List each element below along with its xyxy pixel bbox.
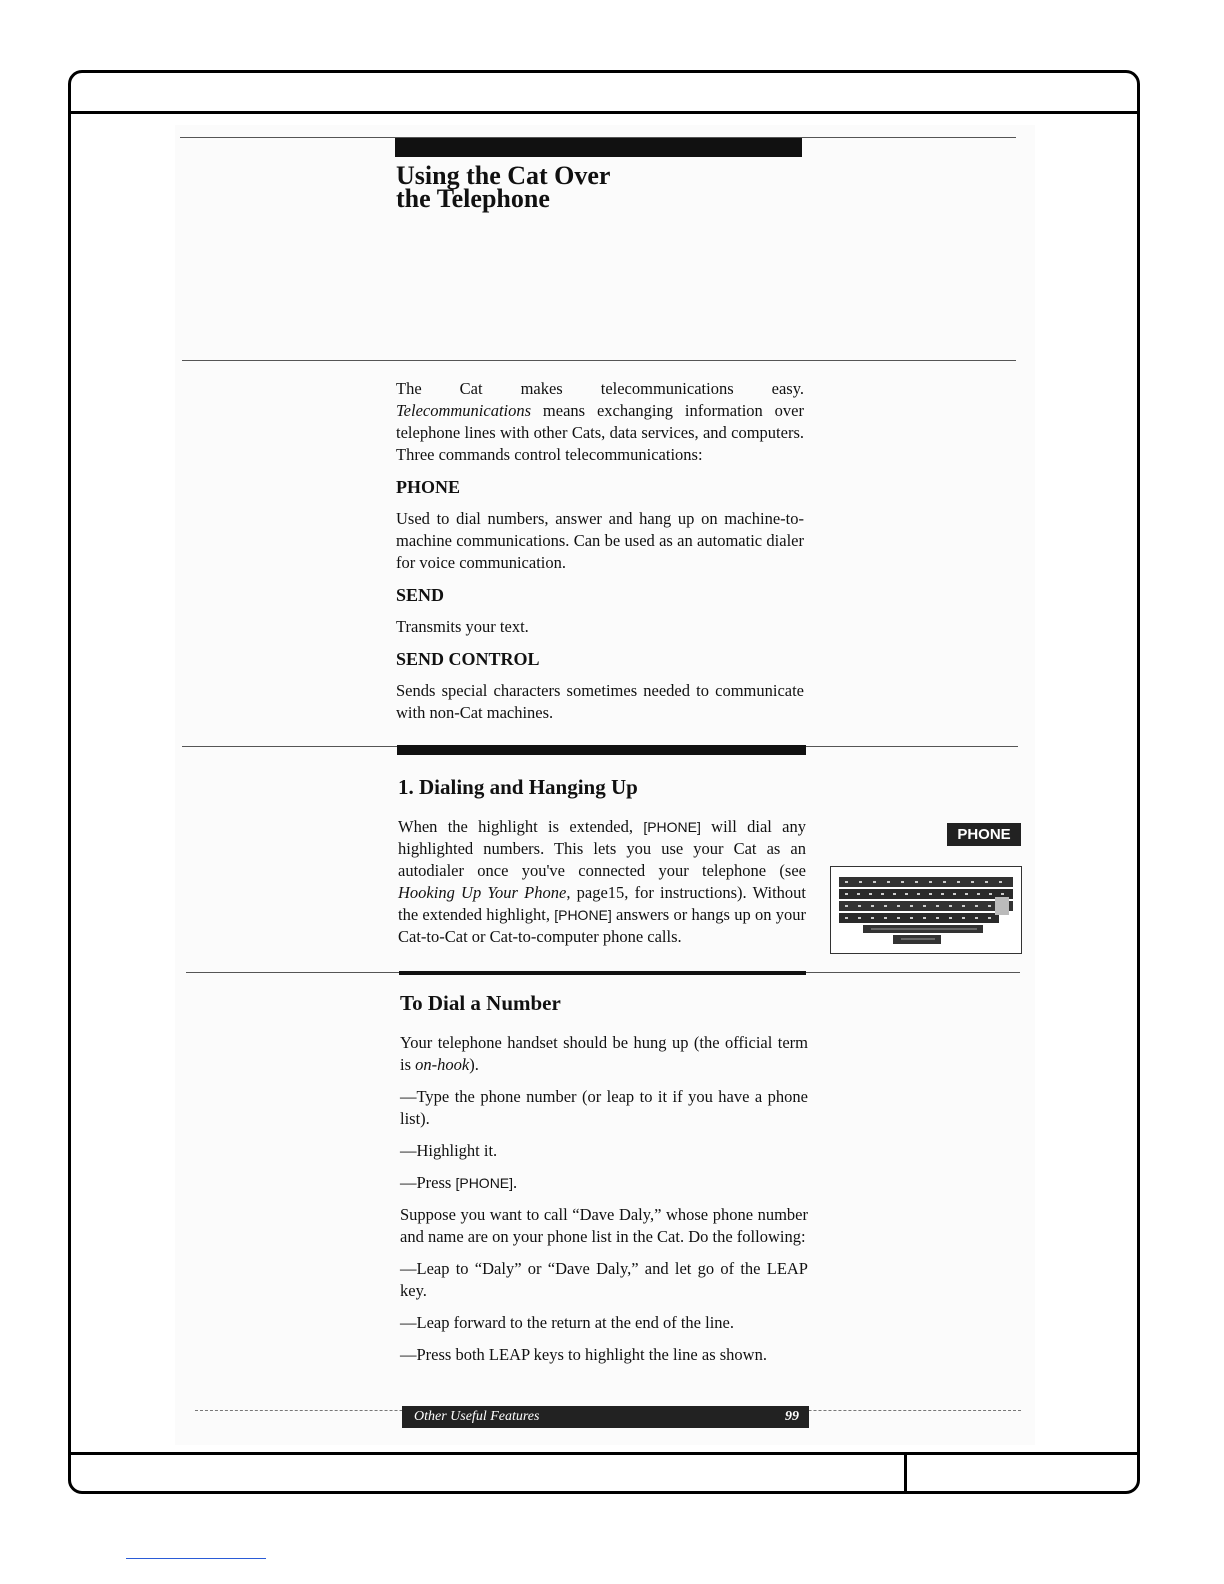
step-item: —Leap to “Daly” or “Dave Daly,” and let go of the LEAP key. bbox=[400, 1259, 808, 1300]
step-item: —Highlight it. bbox=[400, 1141, 498, 1160]
footer-section-title: Other Useful Features bbox=[414, 1409, 540, 1424]
intro-rule bbox=[182, 360, 1016, 361]
section1-paragraph: When the highlight is extended, [PHONE] will dial any highlighted numbers. This lets you use your Cat as an autodialer once you've connected your telephone (see Hooking Up Your Phone, page15, for instructions). Without the extended highlight, [PHONE] answers or hangs up on your Cat-to-Cat or Cat-to-computer phone calls. bbox=[398, 817, 807, 946]
keyboard-drawing bbox=[831, 867, 1021, 953]
page-footer bbox=[402, 1406, 809, 1428]
command-term: SEND bbox=[396, 585, 445, 605]
section2 bbox=[400, 992, 808, 1376]
command-desc: Transmits your text. bbox=[396, 617, 529, 636]
frame-footer-divider bbox=[904, 1455, 907, 1491]
example-paragraph: Suppose you want to call “Dave Daly,” whose phone number and name are on your phone list in the Cat. Do the following: bbox=[400, 1205, 808, 1246]
command-desc: Used to dial numbers, answer and hang up on machine-to-machine communications. Can be used as an automatic dialer for voice communication. bbox=[396, 509, 804, 572]
step-item: —Press [PHONE]. bbox=[400, 1173, 518, 1192]
section2-heading: To Dial a Number bbox=[400, 991, 561, 1015]
page-number: 99 bbox=[785, 1409, 799, 1424]
section1 bbox=[398, 776, 806, 958]
step-item: —Press both LEAP keys to highlight the line as shown. bbox=[400, 1345, 767, 1364]
step-item: —Type the phone number (or leap to it if you have a phone list). bbox=[400, 1087, 808, 1128]
command-desc: Sends special characters sometimes needed to communicate with non-Cat machines. bbox=[396, 681, 804, 722]
link-underline bbox=[126, 1558, 266, 1559]
step-item: —Leap forward to the return at the end of the line. bbox=[400, 1313, 734, 1332]
command-term: SEND CONTROL bbox=[396, 649, 540, 669]
frame-header-rule bbox=[71, 111, 1137, 114]
section1-bar bbox=[397, 745, 806, 755]
title-bar bbox=[395, 138, 802, 157]
section2-bar bbox=[399, 971, 806, 975]
page-title: Using the Cat Over the Telephone bbox=[396, 161, 611, 213]
frame-footer-rule bbox=[71, 1452, 1137, 1455]
keyboard-icon bbox=[830, 866, 1022, 954]
intro-section bbox=[396, 378, 804, 734]
phone-key-icon: PHONE bbox=[947, 823, 1021, 846]
section2-intro: Your telephone handset should be hung up (the official term is on-hook). bbox=[400, 1033, 808, 1074]
section1-heading: 1. Dialing and Hanging Up bbox=[398, 775, 638, 799]
command-term: PHONE bbox=[396, 477, 461, 497]
intro-paragraph: The Cat makes telecommunications easy. Telecommunications means exchanging information over telephone lines with other Cats, data services, and computers. Three commands control telecommunications: bbox=[396, 379, 804, 464]
